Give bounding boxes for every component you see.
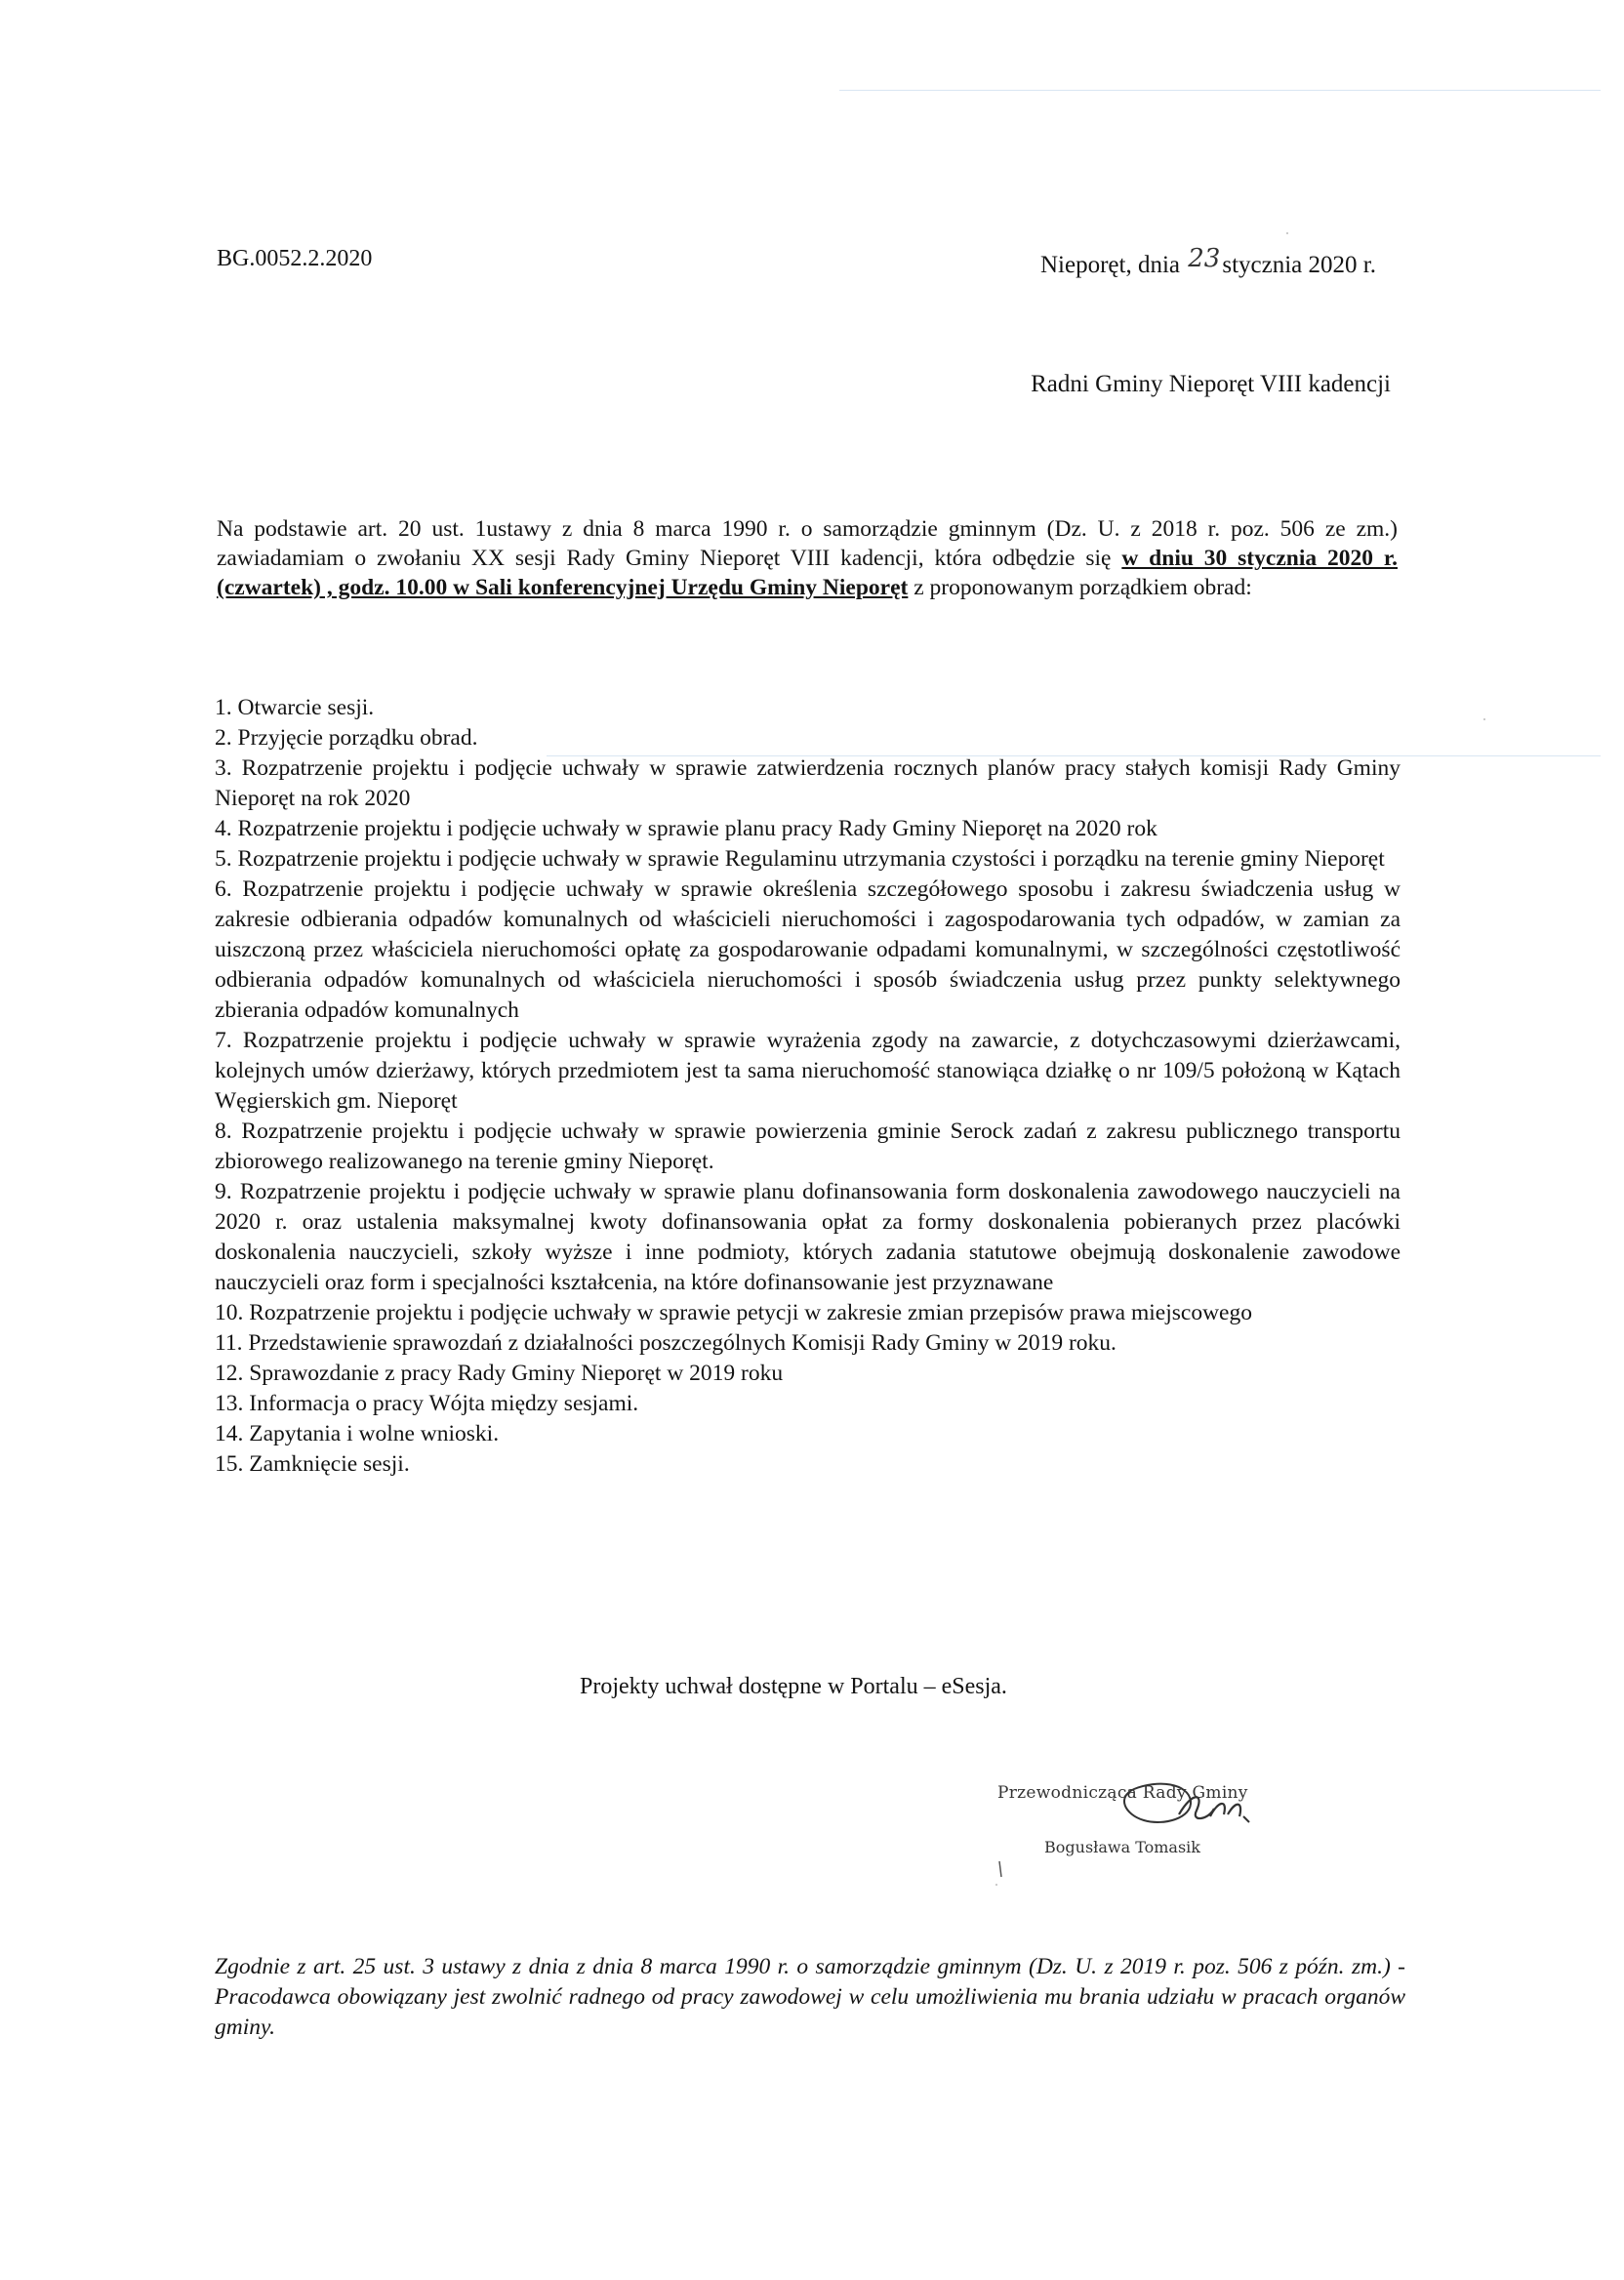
agenda-item: 9. Rozpatrzenie projektu i podjęcie uchwały w sprawie planu dofinansowania form doskonalenia zawodowego nauczycieli na 2020 r. oraz ustalenia maksymalnej kwoty dofinansowania opłat za formy doskonalenia pobieranych przez placówki doskonalenia nauczycieli, szkoły wyższe i inne podmioty, których zadania statutowe obejmują doskonalenie zawodowe nauczycieli oraz form i specjalności kształcenia, na które dofinansowanie jest przyznawane [215,1179,1401,1295]
agenda-item: 2. Przyjęcie porządku obrad. [215,725,478,751]
agenda-item: 5. Rozpatrzenie projektu i podjęcie uchwały w sprawie Regulaminu utrzymania czystości i porządku na terenie gminy Nieporęt [215,846,1385,872]
agenda-item: 15. Zamknięcie sesji. [215,1451,410,1477]
document-reference-number: BG.0052.2.2020 [217,246,373,271]
agenda-item: 14. Zapytania i wolne wnioski. [215,1421,500,1446]
agenda-item: 7. Rozpatrzenie projektu i podjęcie uchwały w sprawie wyrażenia zgody na zawarcie, z dotychczasowymi dzierżawcami, kolejnych umów dzierżawy, których przedmiotem jest ta sama nieruchomość stanowiąca działkę o nr 109/5 położoną w Kątach Węgierskich gm. Nieporęt [215,1028,1401,1114]
addressee: Radni Gminy Nieporęt VIII kadencji [1031,371,1391,397]
agenda-item: 1. Otwarcie sesji. [215,695,375,720]
handwritten-signature-icon [988,1771,1320,1889]
legal-footnote: Zgodnie z art. 25 ust. 3 ustawy z dnia z dnia 8 marca 1990 r. o samorządzie gminnym (Dz. U. z 2019 r. poz. 506 z późn. zm.) - Pracodawca obowiązany jest zwolnić radnego od pracy zawodowej w celu umożliwienia mu brania udziału w pracach organów gminy. [215,1954,1405,2040]
handwritten-day: 23 [1188,244,1221,273]
signature-name: Bogusława Tomasik [1044,1838,1200,1856]
session-date-place: w dniu 30 stycznia 2020 r. (czwartek) , godz. 10.00 w Sali konferencyjnej Urzędu Gminy Nieporęt [217,546,1398,600]
agenda-item: 11. Przedstawienie sprawozdań z działalności poszczególnych Komisji Rady Gminy w 2019 roku. [215,1330,1116,1356]
scan-artifact-line [839,90,1601,91]
agenda-item: 12. Sprawozdanie z pracy Rady Gminy Nieporęt w 2019 roku [215,1361,784,1386]
agenda-list [215,693,1401,1480]
intro-text: Na podstawie art. 20 ust. 1ustawy z dnia 8 marca 1990 r. o samorządzie gminnym (Dz. U. z 2018 r. poz. 506 ze zm.) zawiadamiam o zwołaniu XX sesji Rady Gminy Nieporęt VIII kadencji, która odbędzie się [217,516,1398,571]
agenda-item: 6. Rozpatrzenie projektu i podjęcie uchwały w sprawie określenia szczegółowego sposobu i zakresu świadczenia usług w zakresie odbierania odpadów komunalnych od właścicieli nieruchomości i zagospodarowania tych odpadów, w zamian za uiszczoną przez właściciela nieruchomości opłatę za gospodarowanie odpadami komunalnymi, w szczególności częstotliwość odbierania odpadów komunalnych od właściciela nieruchomości i sposób świadczenia usług przez punkty selektywnego zbierania odpadów komunalnych [215,876,1401,1023]
scan-speck [1483,718,1485,720]
intro-text-end: z proponowanym porządkiem obrad: [908,575,1252,600]
agenda-item: 10. Rozpatrzenie projektu i podjęcie uchwały w sprawie petycji w zakresie zmian przepisów prawa miejscowego [215,1300,1252,1325]
intro-paragraph [217,514,1398,602]
agenda-item: 4. Rozpatrzenie projektu i podjęcie uchwały w sprawie planu pracy Rady Gminy Nieporęt na 2020 rok [215,816,1157,841]
closing-note: Projekty uchwał dostępne w Portalu – eSesja. [580,1674,1007,1699]
agenda-item: 3. Rozpatrzenie projektu i podjęcie uchwały w sprawie zatwierdzenia rocznych planów pracy stałych komisji Rady Gminy Nieporęt na rok 2020 [215,755,1401,811]
place-suffix: stycznia 2020 r. [1222,252,1376,278]
agenda-item: 8. Rozpatrzenie projektu i podjęcie uchwały w sprawie powierzenia gminie Serock zadań z zakresu publicznego transportu zbiorowego realizowanego na terenie gminy Nieporęt. [215,1119,1401,1174]
agenda-item: 13. Informacja o pracy Wójta między sesjami. [215,1391,639,1416]
signature-stamp [988,1771,1320,1889]
signature-title: Przewodnicząca Rady Gminy [997,1783,1248,1803]
place-and-date [1040,244,1376,279]
scan-speck [1286,232,1288,234]
place-prefix: Nieporęt, dnia [1040,252,1181,278]
